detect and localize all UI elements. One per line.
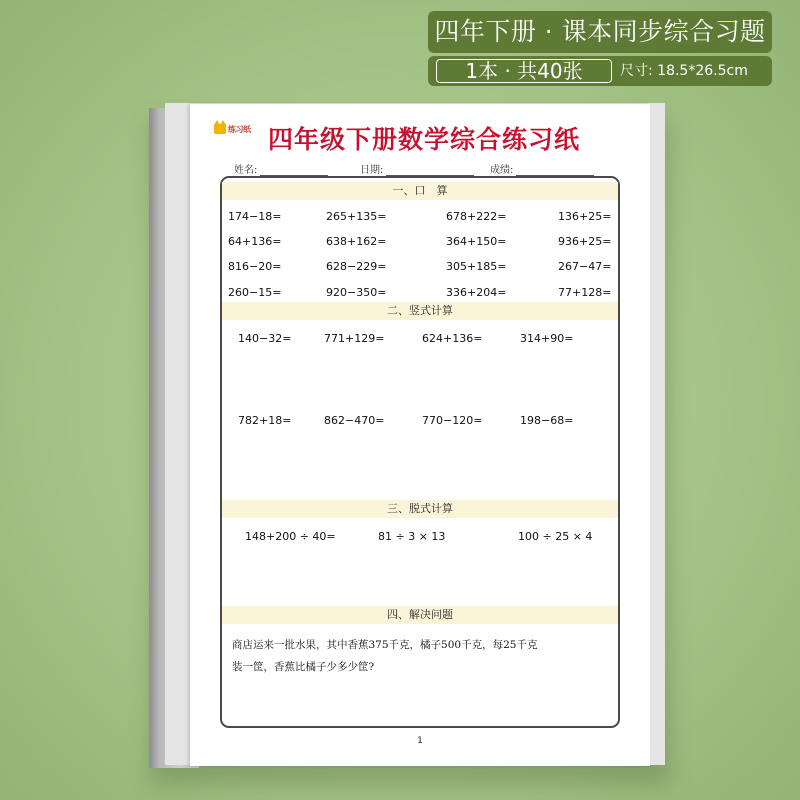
section-heading-stepwise: 三、脱式计算 (222, 500, 618, 518)
oral-problem: 265+135= (326, 210, 387, 223)
quantity-badge: 1本 · 共40张 (436, 59, 612, 83)
vertical-problem: 862−470= (324, 414, 385, 427)
stepwise-problem: 148+200 ÷ 40= (245, 530, 336, 543)
size-label: 尺寸: 18.5*26.5cm (620, 63, 748, 79)
section-heading-oral: 一、口 算 (222, 182, 618, 200)
oral-problem: 64+136= (228, 235, 282, 248)
banner-title: 四年下册 · 课本同步综合习题 (428, 11, 772, 53)
oral-problem: 816−20= (228, 260, 282, 273)
vertical-problem: 198−68= (520, 414, 574, 427)
vertical-problem: 314+90= (520, 332, 574, 345)
brand-logo (214, 122, 251, 136)
date-blank (386, 165, 474, 176)
oral-problem: 136+25= (558, 210, 612, 223)
stepwise-problem: 81 ÷ 3 × 13 (378, 530, 446, 543)
oral-problem: 267−47= (558, 260, 612, 273)
score-label: 成绩: (490, 165, 514, 176)
section-heading-vertical: 二、竖式计算 (222, 302, 618, 320)
score-field (490, 161, 594, 176)
worksheet-frame (220, 176, 620, 728)
oral-problem: 77+128= (558, 286, 612, 299)
date-label: 日期: (360, 165, 384, 176)
oral-problem: 628−229= (326, 260, 387, 273)
page-number: 1 (417, 736, 423, 746)
banner-subtitle (428, 56, 772, 86)
vertical-problem: 770−120= (422, 414, 483, 427)
logo-text: 练习纸 (228, 124, 251, 134)
oral-problem: 678+222= (446, 210, 507, 223)
worksheet-page (190, 104, 650, 766)
page-title: 四年级下册数学综合练习纸 (267, 125, 580, 154)
oral-problem: 260−15= (228, 286, 282, 299)
vertical-problem: 624+136= (422, 332, 483, 345)
oral-problem: 174−18= (228, 210, 282, 223)
oral-problem: 920−350= (326, 286, 387, 299)
word-problem-line: 商店运来一批水果，其中香蕉375千克，橘子500千克，每25千克 (232, 639, 538, 651)
oral-problem: 638+162= (326, 235, 387, 248)
name-blank (260, 165, 328, 176)
name-label: 姓名: (234, 165, 258, 176)
word-problem-line: 装一筐，香蕉比橘子少多少筐? (232, 661, 375, 673)
cat-logo-icon (214, 124, 226, 134)
score-blank (516, 165, 594, 176)
oral-problem: 336+204= (446, 286, 507, 299)
vertical-problem: 771+129= (324, 332, 385, 345)
word-problem (232, 634, 612, 678)
oral-problem: 305+185= (446, 260, 507, 273)
stepwise-problem: 100 ÷ 25 × 4 (518, 530, 593, 543)
vertical-problem: 140−32= (238, 332, 292, 345)
section-heading-problem: 四、解决问题 (222, 606, 618, 624)
oral-problem: 936+25= (558, 235, 612, 248)
oral-problem: 364+150= (446, 235, 507, 248)
vertical-problem: 782+18= (238, 414, 292, 427)
name-field (234, 161, 328, 176)
date-field (360, 161, 474, 176)
